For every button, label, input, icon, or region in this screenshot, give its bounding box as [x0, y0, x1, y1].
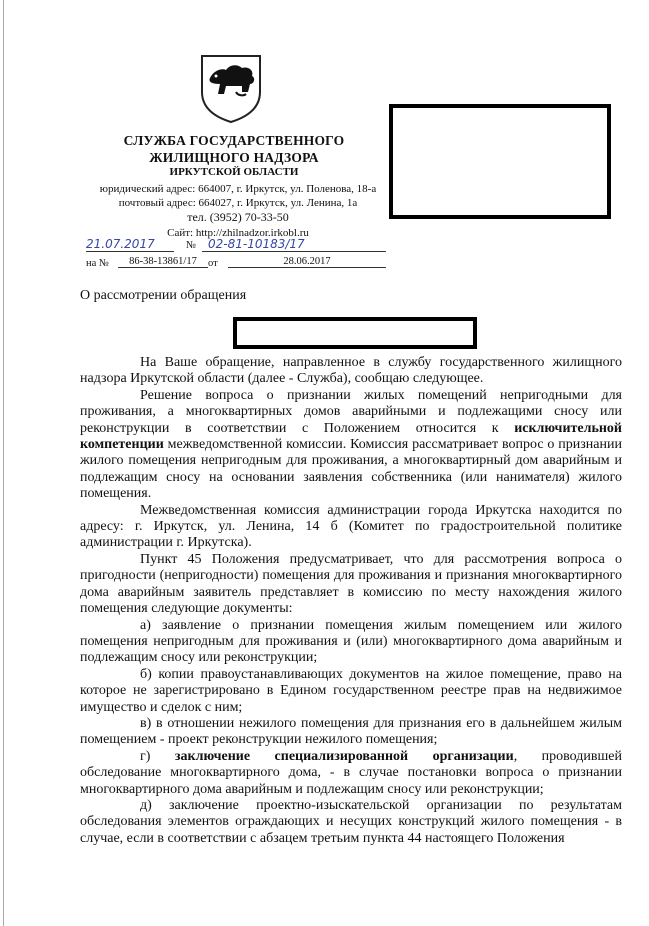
number-underline — [202, 251, 386, 252]
paragraph-commission-address: Межведомственная комиссия администрации города Иркутска находится по адресу: г. Иркутск, ул. Ленина, 14 б (Комитет по градостроительной политике администрации г. Иркутска). — [80, 502, 622, 551]
org-name-line1: СЛУЖБА ГОСУДАРСТВЕННОГО — [123, 133, 345, 148]
postal-address: почтовый адрес: 664027, г. Иркутск, ул. Ленина, 1а — [118, 197, 358, 209]
list-item-g — [80, 749, 622, 798]
list-item-a: а) заявление о признании помещения жилым помещением или жилого помещения непригодным для проживания и (или) многоквартирного дома аварийным и подлежащим сносу или реконструкции; — [80, 617, 622, 666]
handwritten-date: 21.07.2017 — [86, 237, 155, 251]
list-item-d: д) заключение проектно-изыскательской организации по результатам обследования элементов ограждающих и несущих конструкций жилого помещения - в случае, если в соответствии с абзацем третьим пункта 44 настоящего Положения — [80, 797, 622, 846]
p2-bold: исключительной компетенции — [80, 420, 622, 453]
on-number-label: на № — [86, 258, 109, 269]
paragraph-clause-45: Пункт 45 Положения предусматривает, что для рассмотрения вопроса о пригодности (непригодности) помещения для проживания и признания многоквартирного дома аварийным заявитель представляет в комиссию по месту нахождения жилого помещения следующие документы: — [80, 551, 622, 617]
letter-subject: О рассмотрении обращения — [80, 288, 247, 303]
outgoing-registration — [86, 237, 386, 255]
incoming-registration — [86, 256, 386, 272]
org-region: ИРКУТСКОЙ ОБЛАСТИ — [169, 166, 299, 178]
redacted-recipient-block — [389, 104, 611, 219]
date-underline — [86, 251, 174, 252]
incoming-date: 28.06.2017 — [228, 256, 386, 268]
letter-body — [80, 355, 622, 847]
paragraph-intro: На Ваше обращение, направленное в службу государственного жилищного надзора Иркутской области (далее - Служба), сообщаю следующее. — [80, 355, 622, 387]
phone: тел. (3952) 70-33-50 — [187, 210, 289, 224]
item-g-prefix: г) — [140, 748, 175, 764]
from-label: от — [208, 258, 218, 269]
p2-text-a: Решение вопроса о признании жилых помещений непригодными для проживания, а многоквартирных домов аварийными и подлежащими сносу или реконструкции в соответствии с Положением относится к — [80, 387, 622, 436]
list-item-v: в) в отношении нежилого помещения для признания его в дальнейшем жилым помещением - проект реконструкции нежилого помещения; — [80, 715, 622, 748]
handwritten-number: 02-81-10183/17 — [208, 237, 305, 251]
irkutsk-coat-of-arms-icon — [196, 52, 266, 124]
p2-text-b: межведомственной комиссии. Комиссия рассматривает вопрос о признании жилого помещения непригодным для проживания, а многоквартирный дом аварийным и подлежащим сносу на основании заявления собственника (или нанимателя) жилого помещения. — [80, 437, 622, 502]
org-name — [100, 132, 368, 166]
number-label: № — [186, 240, 197, 251]
legal-address: юридический адрес: 664007, г. Иркутск, ул. Поленова, 18-а — [99, 183, 377, 195]
incoming-number: 86-38-13861/17 — [118, 256, 208, 268]
item-g-bold: заключение специализированной организации — [174, 748, 514, 764]
org-name-line2: ЖИЛИЩНОГО НАДЗОРА — [149, 150, 319, 165]
scan-edge — [3, 0, 4, 926]
list-item-b: б) копии правоустанавливающих документов на жилое помещение, право на которое не зарегистрировано в Едином государственном реестре прав на недвижимое имущество и сделок с ним; — [80, 666, 622, 715]
redacted-salutation — [233, 317, 477, 349]
site-url: Сайт: http://zhilnadzor.irkobl.ru — [167, 227, 309, 239]
paragraph-competence — [80, 388, 622, 503]
item-g-rest: , проводившей обследование многоквартирного дома, - в случае постановки вопроса о признании многоквартирного дома аварийным и подлежащим сносу или реконструкции; — [80, 748, 622, 797]
